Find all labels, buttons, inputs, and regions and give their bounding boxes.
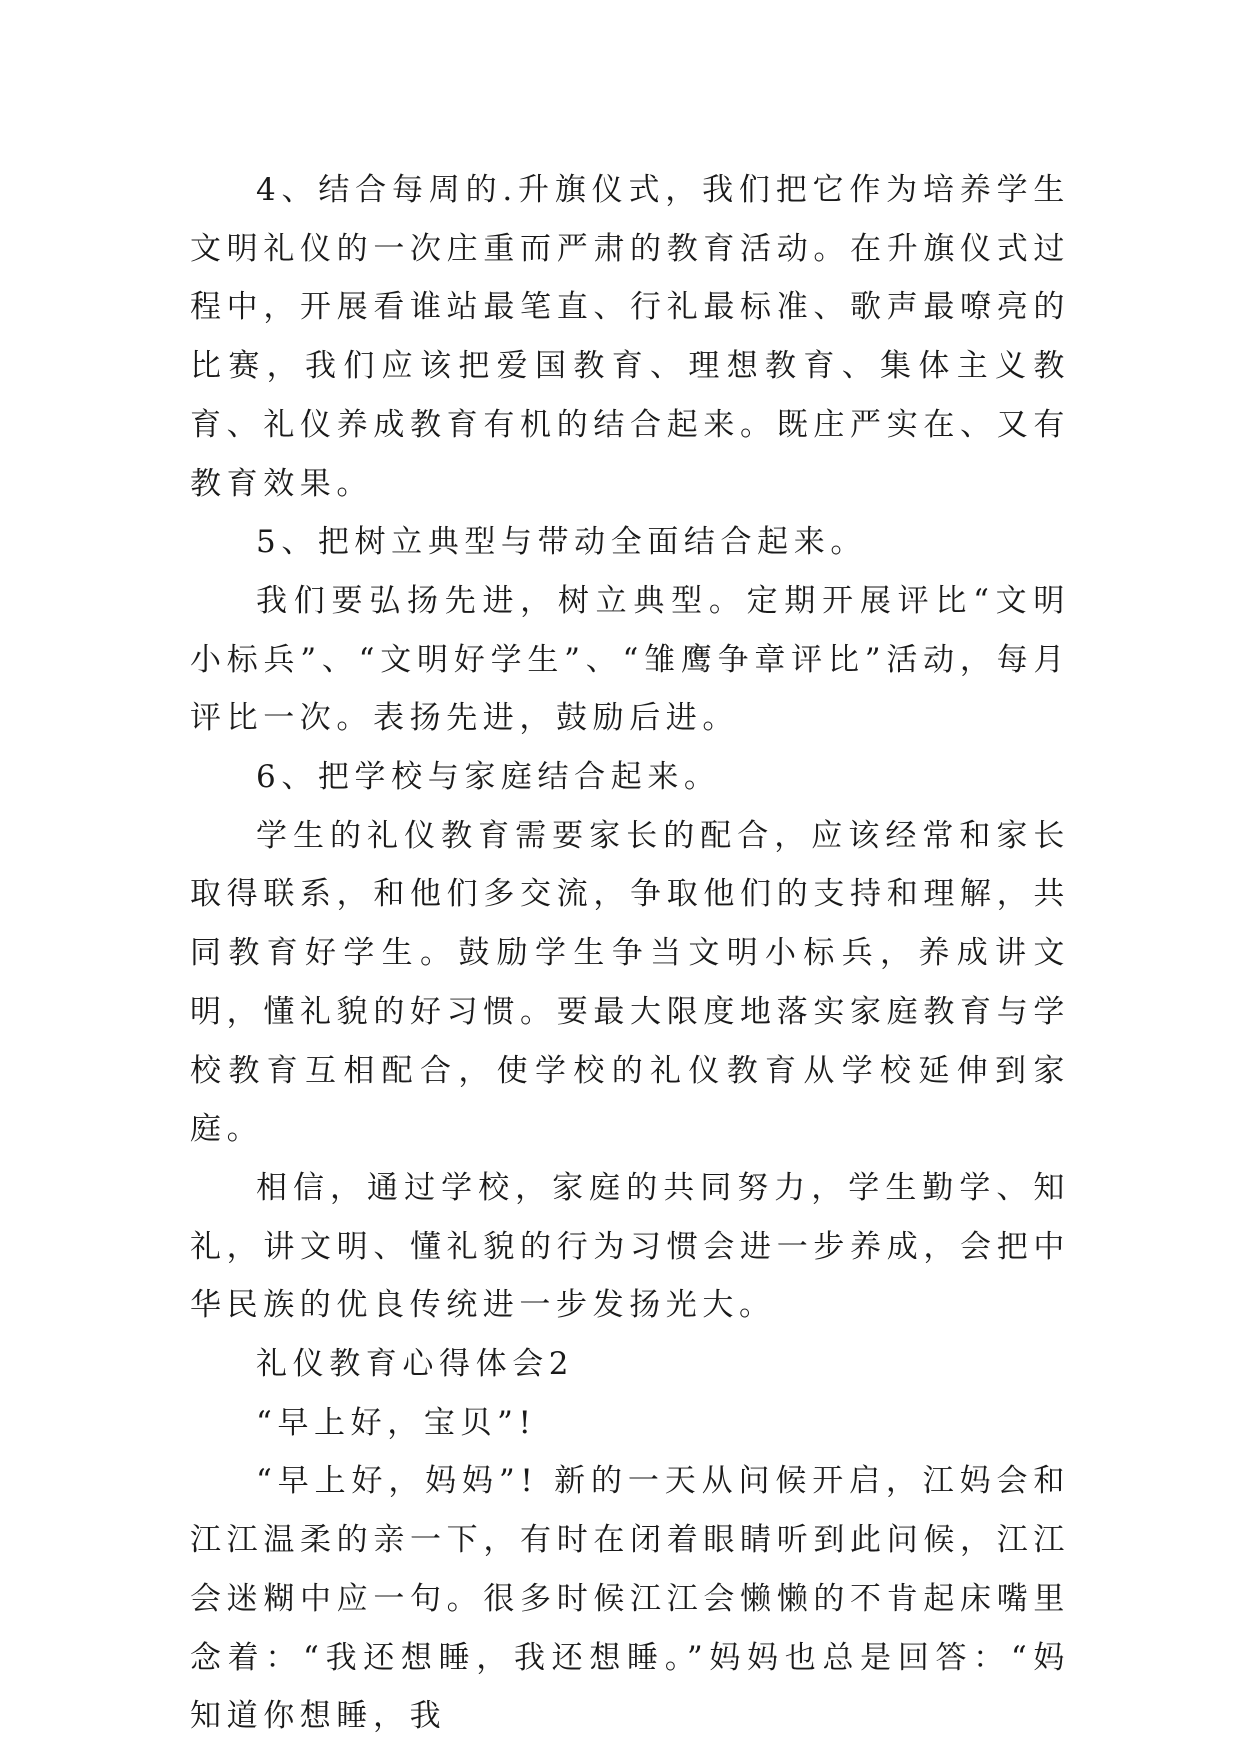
paragraph-morning-greeting: “早上好，妈妈”! 新的一天从问候开启，江妈会和江江温柔的亲一下，有时在闭着眼睛听到此问候，江江会迷糊中应一句。很多时候江江会懒懒的不肯起床嘴里念着：“我还想睡，我还想睡。”妈妈也总是回答：“妈知道你想睡，我 (190, 1463, 1070, 1735)
paragraph-item-4: 4、结合每周的.升旗仪式，我们把它作为培养学生文明礼仪的一次庄重而严肃的教育活动。在升旗仪式过程中，开展看谁站最笔直、行礼最标准、歌声最嘹亮的比赛，我们应该把爱国教育、理想教育、集体主义教育、礼仪养成教育有机的结合起来。既庄严实在、又有教育效果。 (190, 172, 1070, 502)
paragraph-item-5-heading: 5、把树立典型与带动全面结合起来。 (256, 524, 867, 561)
paragraph-item-6-heading: 6、把学校与家庭结合起来。 (256, 759, 721, 796)
dialogue-line: “早上好，宝贝”! (256, 1404, 537, 1441)
document-body (190, 161, 1070, 1746)
paragraph-family-cooperation: 学生的礼仪教育需要家长的配合，应该经常和家长取得联系，和他们多交流，争取他们的支持和理解，共同教育好学生。鼓励学生争当文明小标兵，养成讲文明，懂礼貌的好习惯。要最大限度地落实家庭教育与学校教育互相配合，使学校的礼仪教育从学校延伸到家庭。 (190, 817, 1070, 1148)
paragraph-role-models: 我们要弘扬先进，树立典型。定期开展评比“文明小标兵”、“文明好学生”、“雏鹰争章评比”活动，每月评比一次。表扬先进，鼓励后进。 (190, 582, 1070, 737)
paragraph-conclusion: 相信，通过学校，家庭的共同努力，学生勤学、知礼，讲文明、懂礼貌的行为习惯会进一步养成，会把中华民族的优良传统进一步发扬光大。 (190, 1169, 1070, 1324)
section-title: 礼仪教育心得体会2 (256, 1346, 575, 1383)
